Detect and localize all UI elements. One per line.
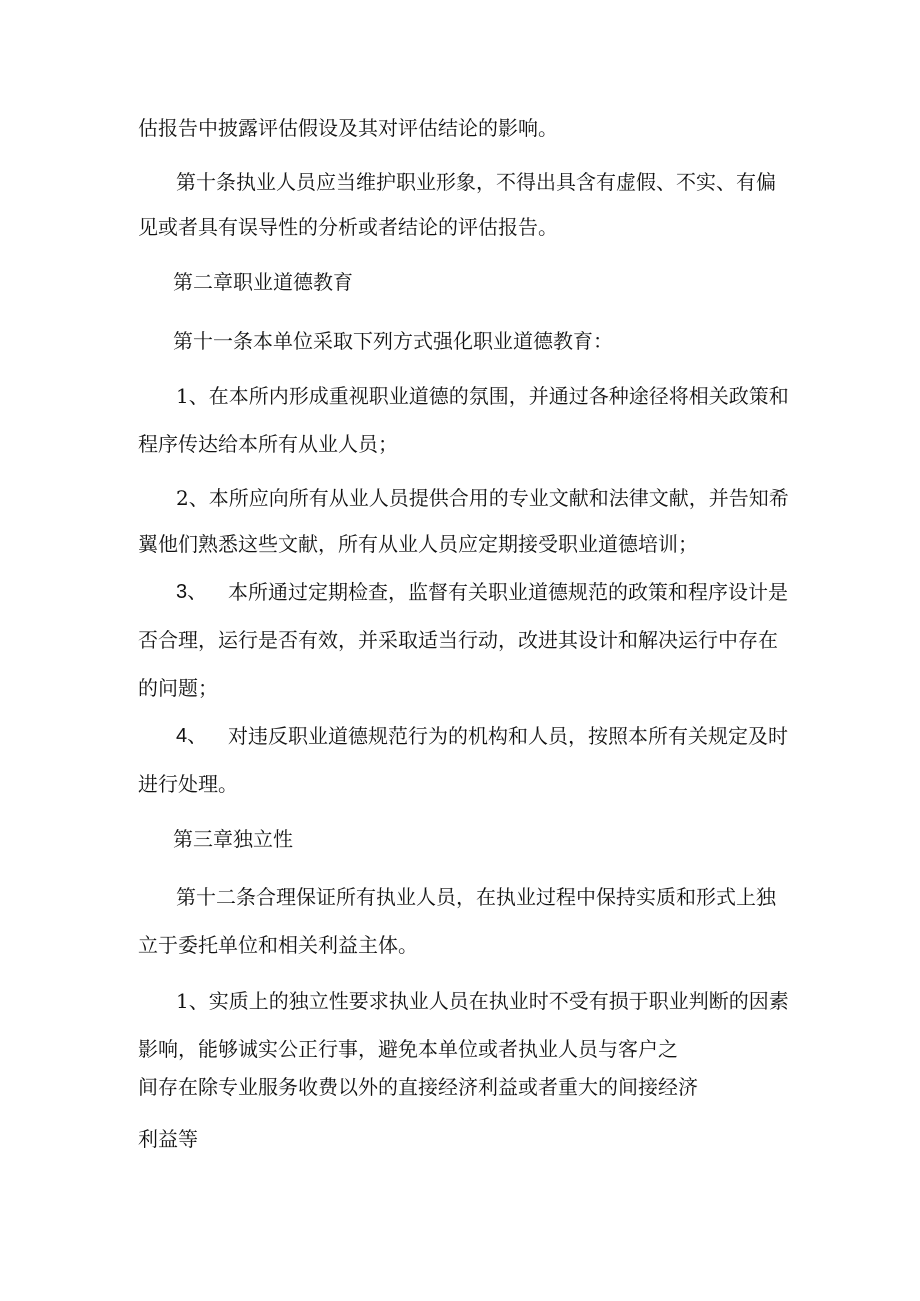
text-line: 影响，能够诚实公正行事，避免本单位或者执业人员与客户之 — [138, 1037, 678, 1061]
text-line: 第十一条本单位采取下列方式强化职业道德教育： — [173, 329, 613, 353]
text-line: 间存在除专业服务收费以外的直接经济利益或者重大的间接经济 — [138, 1075, 698, 1099]
text-line: 本所通过定期检查，监督有关职业道德规范的政策和程序设计是 — [228, 580, 788, 604]
chapter-heading: 第三章独立性 — [173, 827, 293, 851]
text-line: 1、实质上的独立性要求执业人员在执业时不受有损于职业判断的因素 — [176, 989, 789, 1013]
text-line: 第十条执业人员应当维护职业形象，不得出具含有虚假、不实、有偏 — [176, 170, 776, 194]
text-line: 1、在本所内形成重视职业道德的氛围，并通过各种途径将相关政策和 — [176, 384, 789, 408]
text-line: 立于委托单位和相关利益主体。 — [138, 933, 418, 957]
text-line: 翼他们熟悉这些文献，所有从业人员应定期接受职业道德培训； — [138, 532, 698, 556]
text-line: 见或者具有误导性的分析或者结论的评估报告。 — [138, 215, 558, 239]
text-line: 进行处理。 — [138, 772, 238, 796]
text-line: 程序传达给本所有从业人员； — [138, 432, 398, 456]
text-line: 估报告中披露评估假设及其对评估结论的影响。 — [138, 116, 558, 140]
text-line: 的问题； — [138, 676, 218, 700]
text-line: 2、本所应向所有从业人员提供合用的专业文献和法律文献，并告知希 — [176, 486, 789, 510]
chapter-heading: 第二章职业道德教育 — [173, 270, 353, 294]
text-line: 第十二条合理保证所有执业人员，在执业过程中保持实质和形式上独 — [176, 885, 776, 909]
text-line: 利益等 — [138, 1127, 198, 1151]
list-number: 4、 — [176, 725, 208, 747]
list-number: 3、 — [176, 581, 208, 603]
text-line: 否合理，运行是否有效，并采取适当行动，改进其设计和解决运行中存在 — [138, 628, 778, 652]
text-line: 对违反职业道德规范行为的机构和人员，按照本所有关规定及时 — [228, 724, 788, 748]
